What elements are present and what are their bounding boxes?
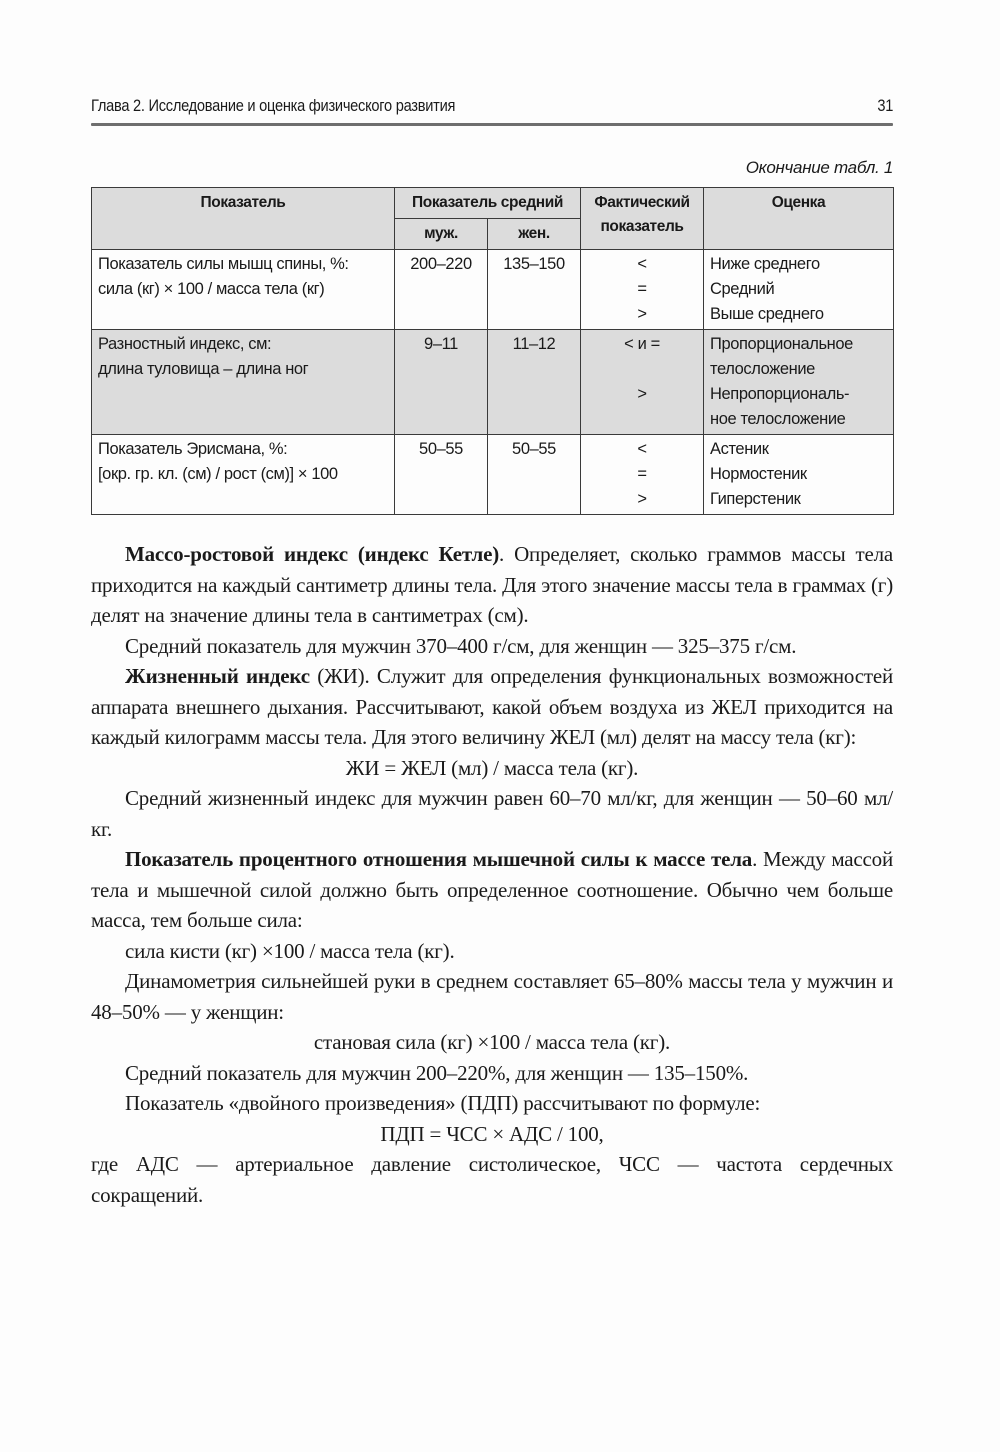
- indicators-table: [91, 187, 894, 515]
- header-rule: [91, 123, 893, 126]
- formula: становая сила (кг) ×100 / масса тела (кг).: [313, 1030, 671, 1054]
- term-vital-index: Жизненный индекс: [125, 664, 310, 688]
- table-caption: Окончание табл. 1: [745, 158, 893, 177]
- cell-grade: Астеник Нормостеник Гиперстеник: [704, 435, 894, 515]
- header-male: муж.: [395, 219, 488, 250]
- chapter-title: Глава 2. Исследование и оценка физического развития: [91, 96, 456, 115]
- table-row: [92, 435, 894, 515]
- cell-grade: Ниже среднего Средний Выше среднего: [704, 250, 894, 330]
- cell-actual: < = >: [581, 250, 704, 330]
- cell-female: 135–150: [488, 250, 581, 330]
- term-quetelet: Массо-ростовой индекс (индекс Кетле): [125, 542, 499, 566]
- cell-indicator: Разностный индекс, см: длина туловища – длина ног: [92, 330, 395, 435]
- cell-grade: Пропорциональное телосложение Непропорциональ- ное телосложение: [704, 330, 894, 435]
- header-actual: Фактический показатель: [581, 188, 704, 250]
- paragraph: Средний жизненный индекс для мужчин равен 60–70 мл/кг, для женщин — 50–60 мл/кг.: [91, 786, 893, 841]
- paragraph: где АДС — артериальное давление систолическое, ЧСС — частота сердечных сокращений.: [91, 1152, 893, 1207]
- header-indicator: Показатель: [92, 188, 395, 250]
- formula: ЖИ = ЖЕЛ (мл) / масса тела (кг).: [345, 755, 639, 780]
- table-row: [92, 330, 894, 435]
- cell-female: 50–55: [488, 435, 581, 515]
- cell-male: 200–220: [395, 250, 488, 330]
- cell-actual: < и = >: [581, 330, 704, 435]
- cell-actual: < = >: [581, 435, 704, 515]
- table-row: [92, 250, 894, 330]
- paragraph: Показатель «двойного произведения» (ПДП) рассчитывают по формуле:: [125, 1091, 761, 1115]
- paragraph: Средний показатель для мужчин 370–400 г/см, для женщин — 325–375 г/см.: [125, 633, 797, 658]
- page-number: 31: [877, 96, 894, 115]
- body-text: [91, 539, 893, 1210]
- running-header: [91, 96, 893, 121]
- cell-indicator: Показатель Эрисмана, %: [окр. гр. кл. (см) / рост (см)] × 100: [92, 435, 395, 515]
- cell-female: 11–12: [488, 330, 581, 435]
- cell-male: 50–55: [395, 435, 488, 515]
- paragraph-strength-ratio: Показатель процентного отношения мышечной силы к массе тела. Между массой тела и мышечной силой должно быть определенное соотношение. Обычно чем больше масса, тем больше сила:: [91, 847, 893, 932]
- formula: сила кисти (кг) ×100 / масса тела (кг).: [125, 938, 455, 963]
- header-average: Показатель средний: [395, 188, 581, 219]
- paragraph: Динамометрия сильнейшей руки в среднем составляет 65–80% массы тела у мужчин и 48–50% — у женщин:: [91, 969, 893, 1024]
- cell-indicator: Показатель силы мышц спины, %: сила (кг) × 100 / масса тела (кг): [92, 250, 395, 330]
- term-strength-ratio: Показатель процентного отношения мышечной силы к массе тела: [125, 847, 753, 871]
- book-page: [91, 96, 893, 1210]
- paragraph: Средний показатель для мужчин 200–220%, для женщин — 135–150%.: [125, 1060, 749, 1085]
- formula: ПДП = ЧСС × АДС / 100,: [380, 1121, 604, 1146]
- header-female: жен.: [488, 219, 581, 250]
- header-grade: Оценка: [704, 188, 894, 250]
- paragraph-vital-index: Жизненный индекс (ЖИ). Служит для определения функциональных возможностей аппарата внешнего дыхания. Рассчитывают, какой объем воздуха из ЖЕЛ приходится на каждый килограмм массы тела. Для этого величину ЖЕЛ (мл) делят на массу тела (кг):: [91, 664, 894, 749]
- cell-male: 9–11: [395, 330, 488, 435]
- paragraph-quetelet: Массо-ростовой индекс (индекс Кетле). Определяет, сколько граммов массы тела приходится на каждый сантиметр длины тела. Для этого значение массы тела в граммах (г) делят на значение длины тела в сантиметрах (см).: [91, 542, 894, 627]
